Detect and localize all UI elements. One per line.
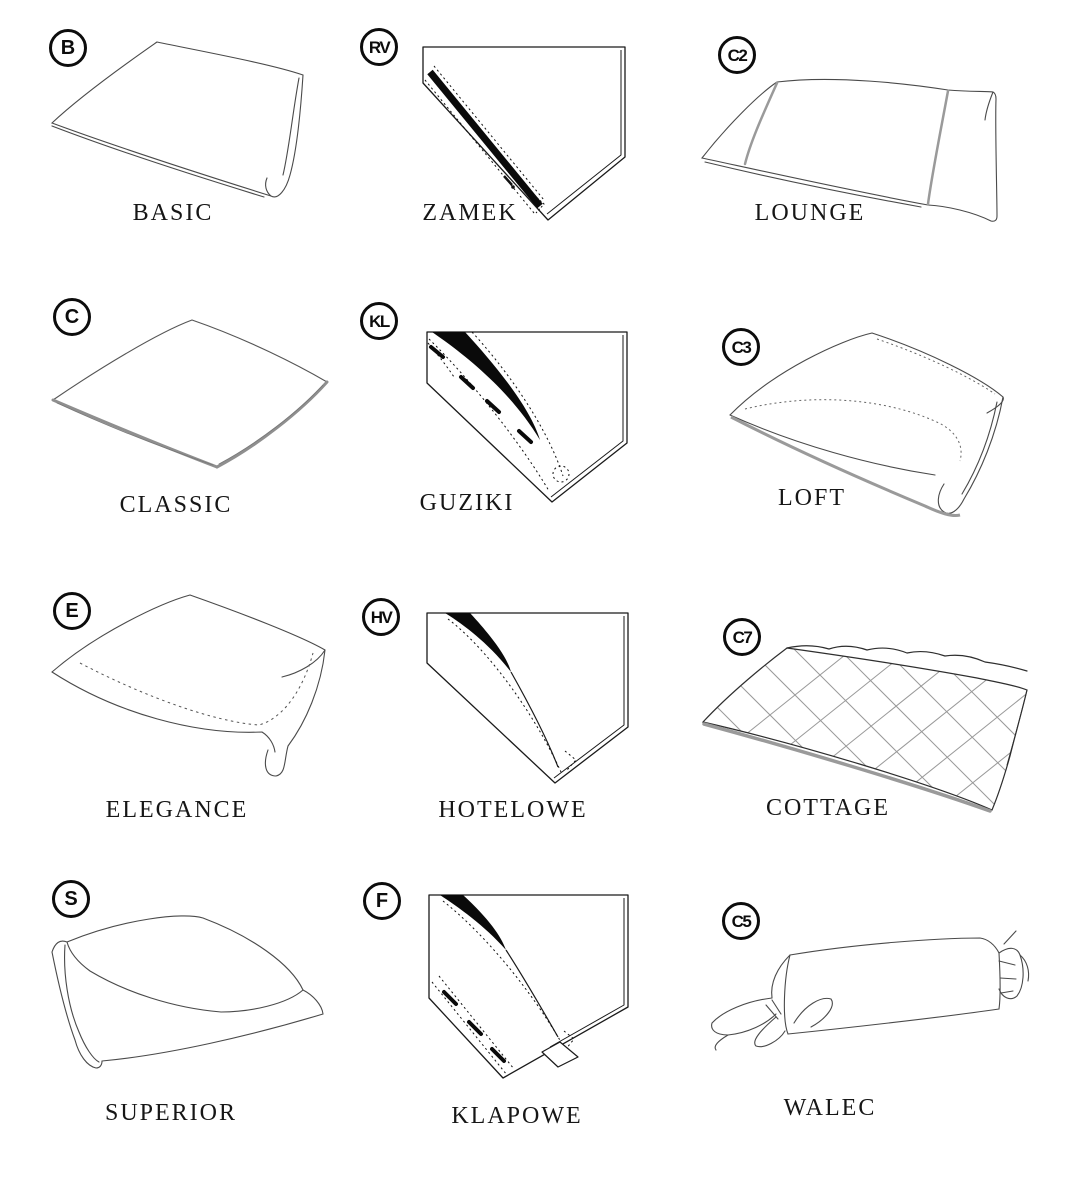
item-label: ELEGANCE [105,797,249,823]
code-badge: C3 [722,328,760,366]
item-label: CLASSIC [119,492,233,518]
code-badge: RV [360,28,398,66]
quilted-pillow-illustration [685,575,1065,830]
code-badge: C5 [722,902,760,940]
item-label: WALEC [783,1095,877,1121]
code-badge: B [49,29,87,67]
catalog-item-hotelowe [350,575,645,830]
code-badge: F [363,882,401,920]
catalog-item-classic [35,285,340,535]
catalog-item-klapowe [350,865,645,1140]
item-label: LOUNGE [754,200,866,226]
catalog-item-lounge [685,14,1055,244]
code-badge: S [52,880,90,918]
catalog-item-elegance [35,575,340,830]
catalog-item-walec [685,865,1065,1140]
item-label: KLAPOWE [451,1103,583,1129]
catalog-item-guziki [350,285,645,535]
item-label: LOFT [778,485,846,511]
loft-pillow-illustration [685,285,1055,535]
item-label: GUZIKI [419,490,515,516]
code-badge: C [53,298,91,336]
item-label: COTTAGE [765,795,891,821]
item-label: SUPERIOR [104,1100,238,1126]
catalog-item-superior [35,865,340,1140]
code-badge: C2 [718,36,756,74]
code-badge: E [53,592,91,630]
code-badge: C7 [723,618,761,656]
catalog-item-loft [685,285,1055,535]
item-label: HOTELOWE [438,797,588,823]
item-label: ZAMEK [422,200,518,226]
catalog-item-zamek [350,14,645,244]
code-badge: KL [360,302,398,340]
catalog-item-cottage [685,575,1065,830]
catalog-item-basic [35,14,340,244]
code-badge: HV [362,598,400,636]
item-label: BASIC [132,200,214,226]
